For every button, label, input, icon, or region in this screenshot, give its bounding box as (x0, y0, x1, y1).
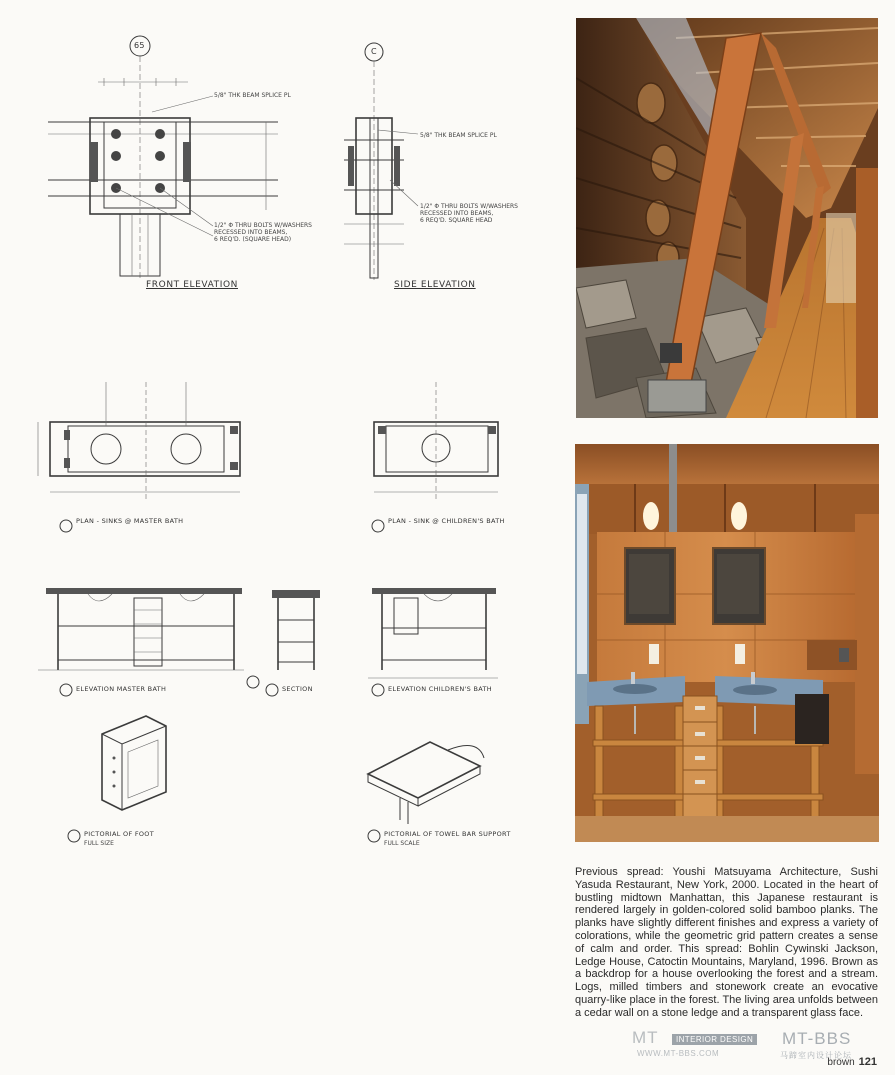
side-splice-note: 5/8" THK BEAM SPLICE PL (420, 132, 497, 139)
section-drawing (266, 590, 320, 696)
watermark-badge: INTERIOR DESIGN (672, 1034, 757, 1045)
detail-marker-side: C (371, 47, 377, 56)
section-label: SECTION (282, 685, 313, 693)
side-elevation-title: SIDE ELEVATION (394, 280, 476, 290)
pictorial-foot-scale: FULL SIZE (84, 840, 114, 847)
side-elevation-drawing (344, 43, 418, 280)
plan-master-bath-drawing (38, 382, 240, 532)
elevation-children-label: ELEVATION CHILDREN'S BATH (388, 685, 492, 693)
pictorial-foot-drawing (68, 716, 166, 842)
front-bolts-note-2: RECESSED INTO BEAMS, (214, 229, 288, 236)
front-bolts-note-3: 6 REQ'D. (SQUARE HEAD) (214, 236, 292, 243)
pictorial-towel-label: PICTORIAL OF TOWEL BAR SUPPORT (384, 830, 511, 838)
drawing-linework (28, 30, 558, 860)
photo-bathroom-vanity (575, 444, 879, 842)
front-bolts-note-1: 1/2" Φ THRU BOLTS W/WASHERS (214, 222, 312, 229)
watermark-cn: 马蹄室内设计论坛 (780, 1051, 852, 1060)
front-elevation-title: FRONT ELEVATION (146, 280, 238, 290)
pictorial-towel-scale: FULL SCALE (384, 840, 420, 847)
elevation-master-label: ELEVATION MASTER BATH (76, 685, 167, 693)
page-folio (827, 1056, 877, 1068)
side-bolts-note-1: 1/2" Φ THRU BOLTS W/WASHERS (420, 203, 518, 210)
front-elevation-drawing (48, 36, 278, 280)
page-number: 121 (858, 1056, 877, 1068)
pictorial-towel-support-drawing (368, 742, 484, 842)
detail-marker-front: 65 (134, 41, 145, 50)
front-splice-note: 5/8" THK BEAM SPLICE PL (214, 92, 291, 99)
architectural-drawings (28, 30, 558, 860)
plan-children-bath-drawing (372, 382, 498, 532)
watermark-left-text: MT (632, 1028, 659, 1047)
folio-section: brown (827, 1057, 855, 1068)
watermark-url: WWW.MT-BBS.COM (637, 1049, 720, 1058)
photo-caption: Previous spread: Youshi Matsuyama Architecture, Sushi Yasuda Restaurant, New York, 2000. Located in the heart of bustling midtown Manhattan, this Japanese restaurant is rendered largely in golden-colored solid bamboo planks. The planks have slightly different finishes and express a variety of colorations, while the geometric grid pattern creates a sense of calm and order. This spread: Bohlin Cywinski Jackson, Ledge House, Catoctin Mountains, Maryland, 1996. Brown as a backdrop for a house overlooking the forest and a stream. Logs, milled timbers and stonework create an evocative quarry-like place in the forest. The living area unfolds between a cedar wall on a stone ledge and a transparent glass face. (575, 866, 878, 1019)
side-bolts-note-2: RECESSED INTO BEAMS, (420, 210, 494, 217)
pictorial-foot-label: PICTORIAL OF FOOT (84, 830, 154, 838)
elevation-children-bath-drawing (368, 588, 498, 696)
plan-children-label: PLAN - SINK @ CHILDREN'S BATH (388, 517, 505, 525)
photo-log-corridor (576, 18, 878, 418)
side-bolts-note-3: 6 REQ'D. SQUARE HEAD (420, 217, 493, 224)
plan-master-label: PLAN - SINKS @ MASTER BATH (76, 517, 184, 525)
elevation-master-bath-drawing (38, 588, 259, 696)
watermark-right-text: MT-BBS (782, 1029, 852, 1048)
